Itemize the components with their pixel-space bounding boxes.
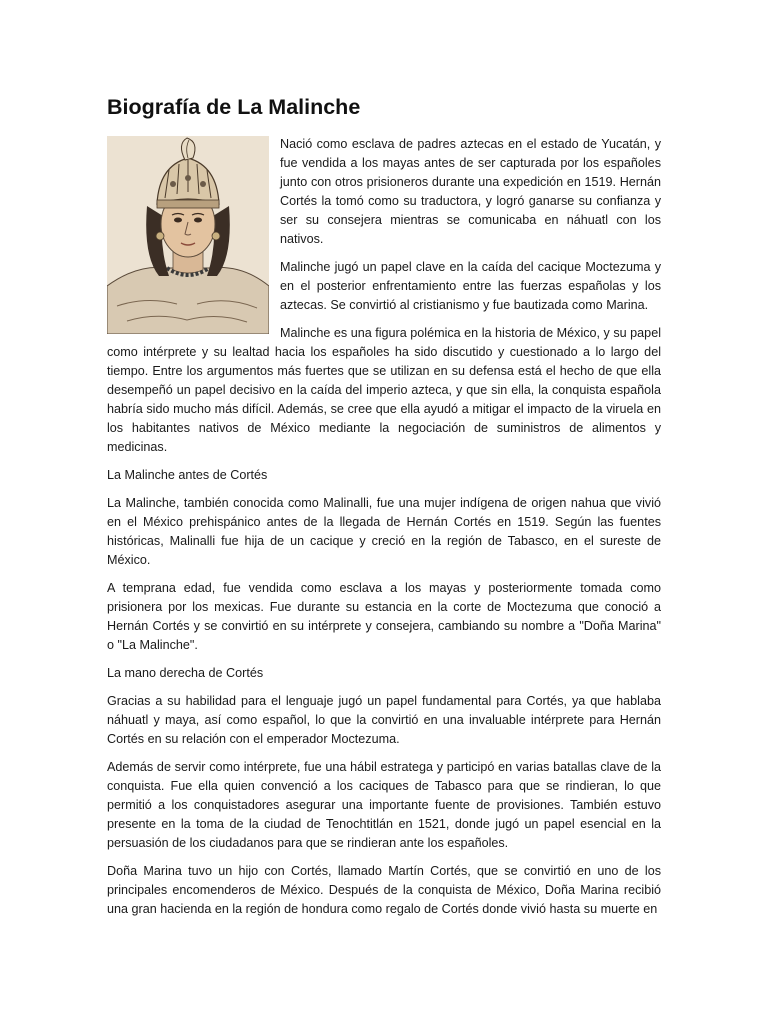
intro-paragraph-3: Malinche es una figura polémica en la historia de México, y su papel como intérprete y su lealtad hacia los españoles ha sido discutido y cuestionado a lo largo del tiempo. Entre los argumentos más fuertes que se utilizan en su defensa está el hecho de que ella desempeñó un papel decisivo en la caída del imperio azteca, y que sin ella, la conquista española habría sido mucho más difícil. Además, se cree que ella ayudó a mitigar el impacto de la viruela en los habitantes nativos de México mediante la negociación de suministros de alimentos y medicinas. [107, 326, 661, 454]
intro-paragraph-1: Nació como esclava de padres aztecas en el estado de Yucatán, y fue vendida a los mayas antes de ser capturada por los españoles junto con otros prisioneros durante una expedición en 1519. Hernán Cortés la tomó como su traductora, y logró ganarse su confianza y ser su consejera mientras se comunicaba en náhuatl con los nativos. [280, 137, 661, 246]
section1-paragraph-2: A temprana edad, fue vendida como esclava a los mayas y posteriormente tomada como prisionera por los mexicas. Fue durante su estancia en la corte de Moctezuma que conoció a Hernán Cortés y se convirtió en su intérprete y consejera, cambiando su nombre a "Doña Marina" o "La Malinche". [107, 581, 661, 652]
section-heading-before-cortes: La Malinche antes de Cortés [107, 468, 268, 482]
section2-paragraph-3: Doña Marina tuvo un hijo con Cortés, llamado Martín Cortés, que se convirtió en uno de los principales encomenderos de México. Después de la conquista de México, Doña Marina recibió una gran hacienda en la región de hondura como regalo de Cortés donde vivió hasta su muerte en [107, 864, 661, 916]
portrait-image [107, 136, 269, 334]
section-heading-right-hand: La mano derecha de Cortés [107, 666, 264, 680]
document-page [107, 92, 661, 928]
section2-paragraph-2: Además de servir como intérprete, fue una hábil estratega y participó en varias batallas clave de la conquista. Fue ella quien convenció a los caciques de Tabasco para que se rindieran, lo que permitió a los conquistadores asegurar una importante fuente de provisiones. También estuvo presente en la toma de la ciudad de Tenochtitlán en 1521, donde jugó un papel esencial en la persuasión de los ciudadanos para que se rindieran ante los españoles. [107, 760, 661, 850]
document-title: Biografía de La Malinche [107, 95, 361, 119]
section1-paragraph-1: La Malinche, también conocida como Malinalli, fue una mujer indígena de origen nahua que vivió en el México prehispánico antes de la llegada de Hernán Cortés en 1519. Según las fuentes históricas, Malinalli fue hija de un cacique y creció en la región de Tabasco, en el sureste de México. [107, 496, 661, 567]
section2-paragraph-1: Gracias a su habilidad para el lenguaje jugó un papel fundamental para Cortés, ya que hablaba náhuatl y maya, así como español, lo que la convirtió en una invaluable intérprete para Hernán Cortés en su relación con el emperador Moctezuma. [107, 694, 661, 746]
intro-paragraph-2: Malinche jugó un papel clave en la caída del cacique Moctezuma y en el posterior enfrentamiento entre las fuerzas españolas y los aztecas. Se convirtió al cristianismo y fue bautizada como Marina. [280, 260, 661, 312]
